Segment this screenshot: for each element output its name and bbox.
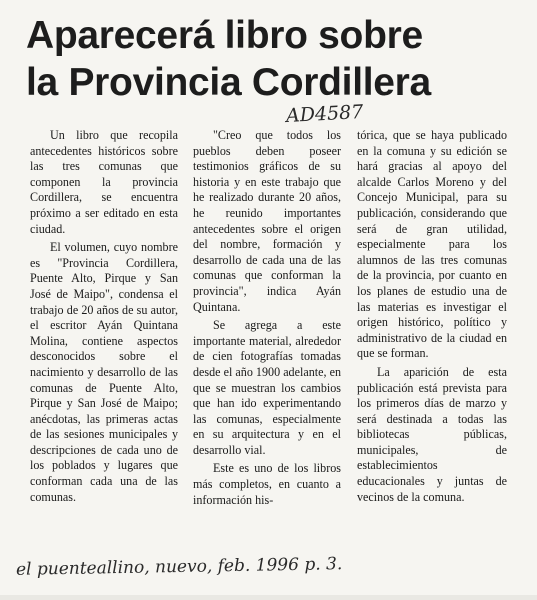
paragraph-continuation: tórica, que se haya publicado en la comuna y su edición se hará gracias al apoyo del alcalde Carlos Moreno y del Concejo Municipal, para su publicación, considerando que será de gran utilidad, especialmente para los alumnos de las tres comunas de la provincia, por cuanto en los planes de estudio una de las materias es investigar el origen histórico, político y administrativo de la ciudad en que se forman. xyxy=(357,128,507,361)
paragraph: La aparición de esta publicación está prevista para los primeros días de marzo y será destinada a todas las bibliotecas públicas, municipales, de establecimientos educacionales y juntas de vecinos de la comuna. xyxy=(357,364,507,504)
paragraph: Un libro que recopila antecedentes históricos sobre las tres comunas que componen la provincia Cordillera, se encuentra próximo a ser editado en esta ciudad. xyxy=(30,128,178,236)
paragraph: El volumen, cuyo nombre es "Provincia Cordillera, Puente Alto, Pirque y San José de Maipo", condensa el trabajo de 20 años de su autor, el escritor Ayán Quintana Molina, contiene aspectos desconocidos sobre el nacimiento y desarrollo de las comunas de Puente Alto, Pirque y San José de Maipo; anécdotas, las primeras actas de las sesiones municipales y descripciones de cada uno de los poblados y lugares que conforman cada una de las comunas. xyxy=(30,240,178,504)
headline-line-1: Aparecerá libro sobre xyxy=(26,14,423,57)
scan-edge xyxy=(0,595,537,600)
headline-line-2: la Provincia Cordillera xyxy=(26,61,431,104)
article-column-1 xyxy=(30,128,178,505)
article-column-3 xyxy=(357,128,507,505)
headline xyxy=(26,12,526,106)
paragraph: Este es uno de los libros más completos, en cuanto a información his- xyxy=(193,461,341,507)
handwritten-source-note: el puenteallino, nuevo, feb. 1996 p. 3. xyxy=(15,554,343,580)
paragraph: Se agrega a este importante material, alrededor de cien fotografías tomadas desde el año 1900 adelante, en que se muestran los cambios que han ido experimentando las comunas, especialmente en su arquitectura y en el desarrollo vial. xyxy=(193,318,341,457)
handwritten-archive-code: AD4587 xyxy=(285,100,364,128)
paragraph: "Creo que todos los pueblos deben poseer testimonios gráficos de su historia y en este trabajo que he realizado durante 20 años, he reunido importantes antecedentes sobre el origen del nombre, formación y desarrollo de cada una de las comunas que conforman la provincia", indica Ayán Quintana. xyxy=(193,128,341,314)
article-column-2 xyxy=(193,128,341,508)
